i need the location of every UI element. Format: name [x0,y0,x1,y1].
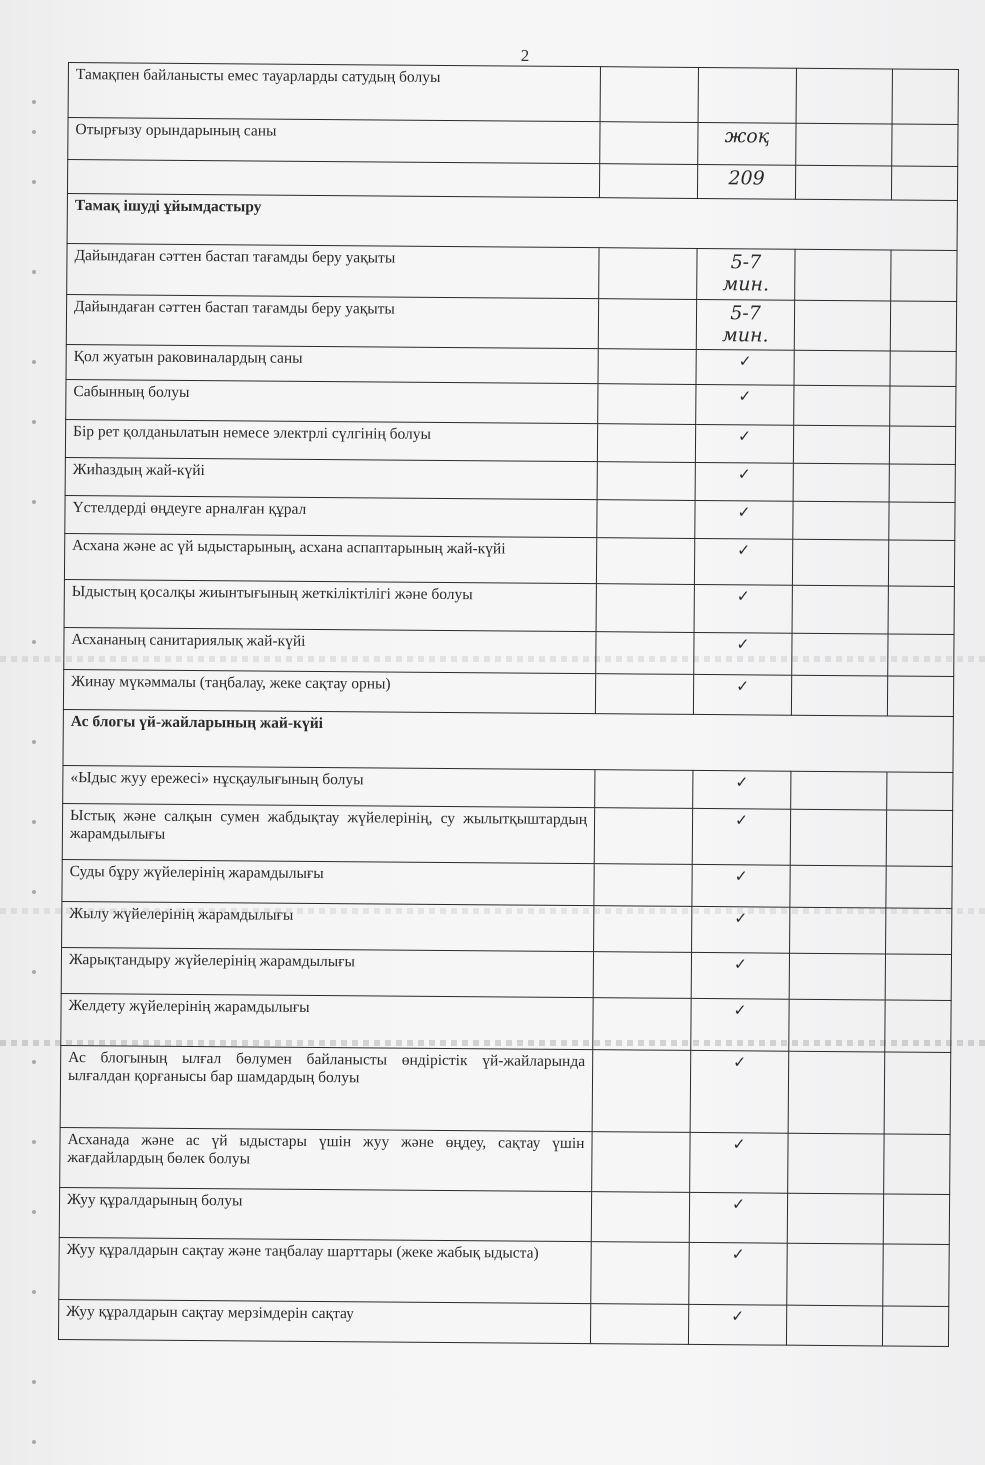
empty-cell [792,634,888,677]
empty-cell [598,384,696,425]
empty-cell [892,69,958,125]
empty-cell [883,1244,949,1307]
empty-cell [600,122,698,165]
empty-cell [599,164,697,199]
empty-cell [787,1194,883,1245]
handwritten-check-mark: ✓ [696,350,794,386]
handwritten-check-mark: ✓ [692,907,790,954]
criterion-label: Жарықтандыру жүйелерінің жарамдылығы [61,948,593,998]
empty-cell [891,166,957,201]
empty-cell [882,1306,948,1347]
empty-cell [885,954,951,1001]
criterion-label: Жиһаздың жай-күйі [65,458,597,500]
empty-cell [793,464,889,503]
empty-cell [597,424,695,463]
table-row [62,804,952,867]
handwritten-check-mark: ✓ [694,539,792,586]
empty-cell [790,908,886,955]
table-row [64,534,954,587]
handwritten-check-mark: ✓ [691,999,789,1052]
handwritten-check-mark: ✓ [693,771,791,810]
criterion-label: Жуу құралдарының болуы [59,1188,591,1242]
scan-artifact-line [0,1040,985,1046]
handwritten-check-mark: ✓ [695,425,793,464]
empty-cell [597,500,695,539]
empty-cell [594,808,692,865]
empty-cell [595,770,693,809]
table-row [67,243,957,301]
section-row [63,710,953,773]
criterion-label: Ас блогының ылғал бөлумен байланысты өндірістік үй-жайларында ылғалдан қорғанысы бар шамдардың болуы [60,1046,593,1132]
empty-cell [786,1306,882,1347]
criterion-label: Асхана және ас үй ыдыстарының, асхана аспаптарының жай-күйі [64,534,596,584]
criterion-label: Жинау мүкәммалы (таңбалау, жеке сақтау орны) [63,670,595,714]
empty-cell [891,250,957,301]
handwritten-check-mark: ✓ [695,501,793,540]
handwritten-check-mark: ✓ [691,953,789,1000]
criterion-label: Жуу құралдарын сақтау және таңбалау шарттары (жеке жабық ыдыста) [59,1238,591,1304]
handwritten-value: 5-7 мин. [696,299,794,350]
empty-cell [792,586,888,635]
handwritten-check-mark: ✓ [696,385,794,426]
page-number: 2 [520,46,530,65]
empty-cell [887,676,953,717]
empty-cell [890,386,956,427]
criterion-label: Суды бұру жүйелерінің жарамдылығы [62,860,594,906]
handwritten-check-mark: ✓ [694,633,792,676]
empty-cell [892,124,958,167]
table-row [59,1188,949,1245]
empty-cell [591,1192,689,1243]
empty-cell [592,1050,691,1133]
empty-cell [791,772,887,811]
scan-artifact-line [0,908,985,914]
handwritten-check-mark: ✓ [694,585,792,634]
table-row [60,1046,951,1135]
criterion-label: Жуу құралдарын сақтау мерзімдерін сақтау [58,1300,590,1344]
handwritten-value: 209 [697,164,795,199]
empty-cell [789,954,885,1001]
empty-cell [590,1304,688,1345]
empty-cell [793,426,889,465]
empty-cell [596,584,694,633]
empty-cell [793,502,889,541]
criterion-label: Асхананың санитариялық жай-күйі [64,628,596,674]
handwritten-check-mark: ✓ [690,1051,789,1134]
empty-cell [795,249,891,300]
table-row [60,1128,950,1195]
empty-cell [889,426,955,465]
table-row [66,294,956,352]
criterion-label: Қол жуатын раковиналардың саны [66,345,598,384]
handwritten-check-mark: ✓ [690,1133,788,1194]
empty-cell [596,632,694,675]
table-row [63,670,953,717]
table-row [61,948,951,1001]
binding-holes [28,80,42,1460]
empty-cell [593,952,691,999]
empty-cell [599,248,697,299]
criterion-label: Асханада және ас үй ыдыстары үшін жуу және өңдеу, сақтау үшін жағдайлардың бөлек болуы [60,1128,592,1192]
handwritten-value: 5-7 мин. [697,248,795,299]
handwritten-value [698,67,796,123]
table-row [64,628,954,677]
handwritten-check-mark: ✓ [695,463,793,502]
empty-cell [791,676,887,717]
handwritten-check-mark: ✓ [688,1305,786,1346]
table-row [68,63,958,125]
criterion-label: Жылу жүйелерінің жарамдылығы [62,902,594,952]
criterion-label: Дайындаған сәттен бастап тағамды беру уақыты [67,243,599,298]
empty-cell [884,1052,951,1135]
criterion-label: Дайындаған сәттен бастап тағамды беру уақыты [66,294,598,349]
table-row [66,380,956,427]
empty-cell [592,1132,690,1193]
handwritten-check-mark: ✓ [692,809,790,866]
empty-cell [594,864,692,907]
empty-cell [884,1134,950,1195]
empty-cell [598,298,696,349]
empty-cell [888,586,954,635]
empty-cell [888,540,954,587]
empty-cell [886,810,952,867]
empty-cell [598,349,696,385]
table-row [64,580,954,635]
empty-cell [790,810,886,867]
section-row [67,193,957,250]
empty-cell [795,165,891,200]
empty-cell [796,68,892,124]
empty-cell [794,386,890,427]
empty-cell [883,1194,949,1245]
empty-cell [595,674,693,715]
criterion-label: Желдету жүйелерінің жарамдылығы [61,994,593,1050]
criterion-label: Сабынның болуы [66,380,598,424]
criterion-label: «Ыдыс жуу ережесі» нұсқаулығының болуы [63,766,595,808]
criterion-label: Ыстық және салқын сумен жабдықтау жүйелерінің, су жылытқыштардың жарамдылығы [62,804,594,864]
handwritten-value: жоқ [698,122,796,165]
empty-cell [787,1244,883,1307]
criterion-label [67,160,599,198]
empty-cell [890,351,956,387]
criterion-label: Бір рет қолданылатын немесе электрлі сүлгінің болуы [65,420,597,462]
empty-cell [887,772,953,811]
empty-cell [890,301,956,352]
criterion-label: Үстелдерді өңдеуге арналған құрал [65,496,597,538]
section-heading: Тамақ ішуді ұйымдастыру [67,193,957,250]
handwritten-check-mark: ✓ [689,1193,787,1244]
scan-artifact-line [0,656,985,662]
empty-cell [596,538,694,585]
checklist-table [58,62,959,1347]
empty-cell [788,1134,884,1195]
empty-cell [886,866,952,909]
table-row [68,118,958,167]
empty-cell [591,1242,689,1305]
handwritten-check-mark: ✓ [693,675,791,716]
empty-cell [886,908,952,955]
criterion-label: Отырғызу орындарының саны [68,118,600,164]
empty-cell [796,123,892,166]
handwritten-check-mark: ✓ [692,865,790,908]
table-row [58,1300,948,1347]
empty-cell [889,502,955,541]
section-heading: Ас блогы үй-жайларының жай-күйі [63,710,953,773]
empty-cell [788,1052,885,1135]
empty-cell [792,540,888,587]
empty-cell [597,462,695,501]
empty-cell [794,300,890,351]
handwritten-check-mark: ✓ [689,1243,787,1306]
criterion-label: Тамақпен байланысты емес тауарларды сатудың болуы [68,63,600,122]
empty-cell [790,866,886,909]
empty-cell [600,67,698,123]
table-row [59,1238,949,1307]
table-row [62,860,952,909]
empty-cell [889,464,955,503]
criterion-label: Ыдыстың қосалқы жиынтығының жеткіліктілігі және болуы [64,580,596,632]
empty-cell [794,351,890,387]
